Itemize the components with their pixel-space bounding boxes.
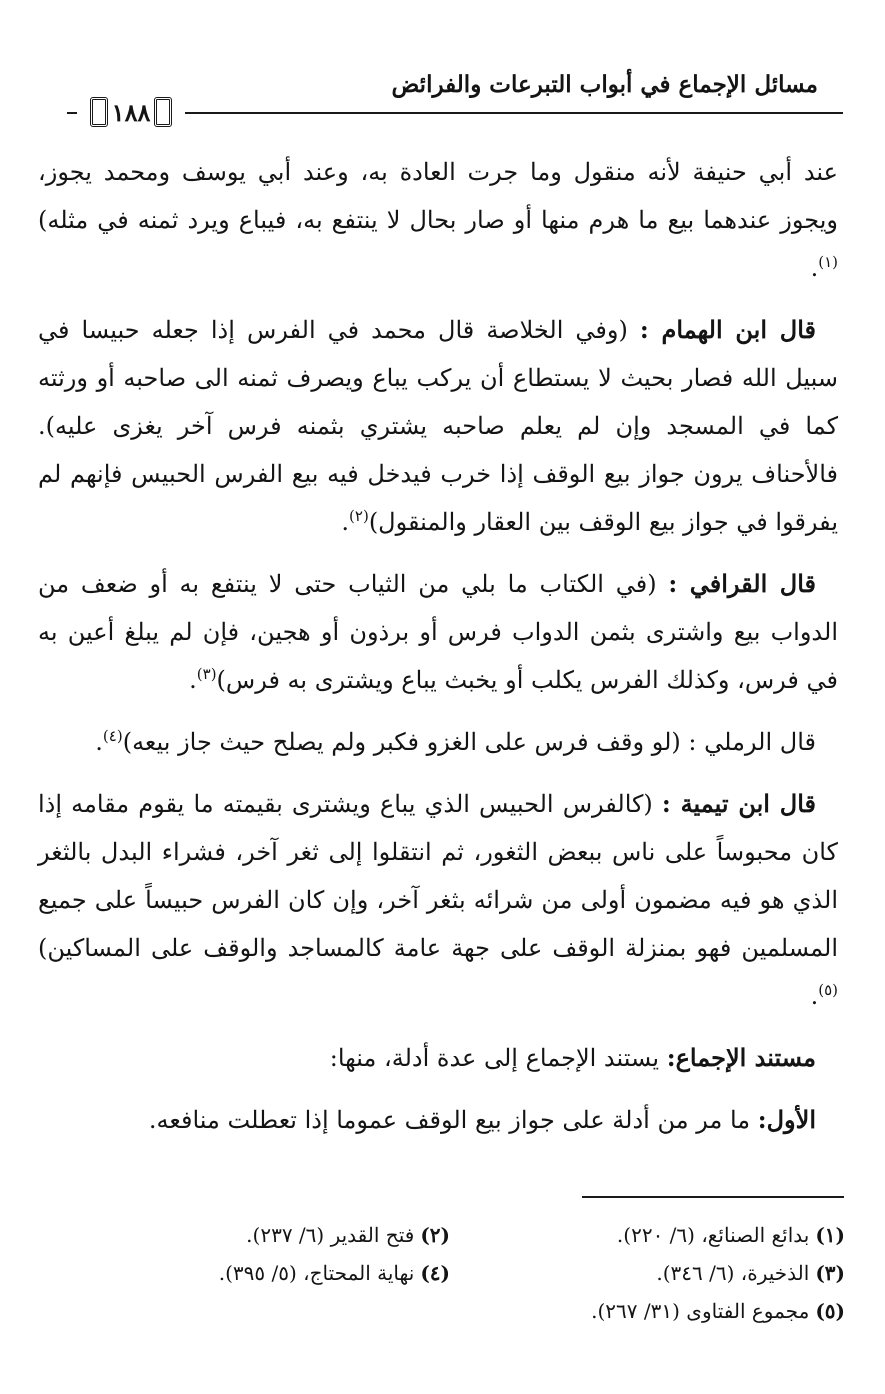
footnote-2 bbox=[75, 1216, 450, 1254]
footnote-text: بدائع الصنائع، (٦/ ٢٢٠). bbox=[616, 1223, 810, 1247]
footnote-5 bbox=[470, 1292, 845, 1330]
footnote-number: (٣) bbox=[815, 1261, 845, 1285]
footnote-ref: (٢) bbox=[349, 507, 369, 525]
footnote-1 bbox=[470, 1216, 845, 1254]
running-title: مسائل الإجماع في أبواب التبرعات والفرائض bbox=[391, 71, 818, 98]
paragraph-text: (كالفرس الحبيس الذي يباع ويشترى بقيمته ما يقوم مقامه إذا كان محبوساً على ناس ببعض الثغور، ثم انتقلوا إلى ثغر آخر، فشراء البدل بالثغر الذي هو فيه مضمون أولى من شرائه بثغر آخر، وإن كان الفرس حبيساً على جميع المسلمين فهو بمنزلة الوقف على جهة عامة كالمساجد والوقف على المساكين) bbox=[38, 790, 838, 962]
paragraph-lead: مستند الإجماع: bbox=[666, 1043, 816, 1072]
footnote-rule bbox=[582, 1196, 844, 1198]
paragraph-tail: . bbox=[810, 254, 819, 282]
footnote-text: فتح القدير (٦/ ٢٣٧). bbox=[246, 1223, 415, 1247]
paragraph-6 bbox=[38, 1034, 838, 1082]
footnote-ref: (٥) bbox=[818, 981, 838, 999]
footnotes bbox=[75, 1216, 845, 1330]
paragraph-lead: قال ابن الهمام : bbox=[639, 315, 816, 344]
paragraph-tail: . bbox=[341, 508, 350, 536]
paragraph-tail: . bbox=[189, 666, 197, 694]
paragraph-2 bbox=[38, 306, 838, 546]
paragraph-7 bbox=[38, 1096, 838, 1144]
ornament-right-icon bbox=[154, 97, 172, 127]
paragraph-lead: قال القرافي : bbox=[668, 569, 816, 598]
paragraph-3 bbox=[38, 560, 838, 704]
footnote-number: (٥) bbox=[815, 1299, 845, 1323]
footnote-number: (٢) bbox=[420, 1223, 450, 1247]
paragraph-text: (في الكتاب ما بلي من الثياب حتى لا ينتفع به أو ضعف من الدواب بيع واشترى بثمن الدواب فرس أو برذون أو هجين، فإن لم يبلغ أعين به في فرس، وكذلك الفرس يكلب أو يخبث يباع ويشترى به فرس) bbox=[38, 570, 838, 694]
footnote-ref: (١) bbox=[818, 253, 838, 271]
paragraph-text: عند أبي حنيفة لأنه منقول وما جرت العادة به، وعند أبي يوسف ومحمد يجوز، ويجوز عندهما بيع ما هرم منها أو صار بحال لا ينتفع به، فيباع ويرد ثمنه في مثله) bbox=[38, 158, 838, 234]
footnote-text: مجموع الفتاوى (٣١/ ٢٦٧). bbox=[591, 1299, 810, 1323]
footnote-ref: (٣) bbox=[196, 665, 217, 683]
footnote-number: (١) bbox=[815, 1223, 845, 1247]
page-number: ١٨٨ bbox=[111, 97, 151, 127]
paragraph-text: يستند الإجماع إلى عدة أدلة، منها: bbox=[329, 1044, 667, 1072]
footnote-3 bbox=[470, 1254, 845, 1292]
page-number-ornament bbox=[77, 95, 185, 129]
footnote-text: نهاية المحتاج، (٥/ ٣٩٥). bbox=[218, 1261, 415, 1285]
paragraph-lead: قال ابن تيمية : bbox=[661, 789, 817, 818]
footnote-ref: (٤) bbox=[102, 727, 123, 745]
paragraph-4 bbox=[38, 718, 838, 766]
paragraph-text: قال الرملي : (لو وقف فرس على الغزو فكبر ولم يصلح حيث جاز بيعه) bbox=[122, 728, 816, 756]
footnote-text: الذخيرة، (٦/ ٣٤٦). bbox=[656, 1261, 810, 1285]
footnote-number: (٤) bbox=[420, 1261, 450, 1285]
paragraph-tail: . bbox=[810, 982, 819, 1010]
paragraph-5 bbox=[38, 780, 838, 1020]
paragraph-tail: . bbox=[95, 728, 103, 756]
paragraph-text: (وفي الخلاصة قال محمد في الفرس إذا جعله حبيسا في سبيل الله فصار بحيث لا يستطاع أن يركب يباع ويصرف ثمنه الى صاحبه أو ورثته كما في المسجد وإن لم يعلم صاحبه يشتري بثمنه فرس آخر يغزى عليه). فالأحناف يرون جواز بيع الوقف إذا خرب فيدخل فيه بيع الفرس الحبيس فإنهم لم يفرقوا في جواز بيع الوقف بين العقار والمنقول) bbox=[38, 316, 839, 536]
main-text bbox=[38, 148, 838, 1158]
paragraph-1 bbox=[38, 148, 838, 292]
ornament-left-icon bbox=[90, 97, 108, 127]
paragraph-lead: الأول: bbox=[757, 1105, 816, 1134]
footnote-4 bbox=[75, 1254, 450, 1292]
paragraph-text: ما مر من أدلة على جواز بيع الوقف عموما إذا تعطلت منافعه. bbox=[148, 1106, 758, 1134]
